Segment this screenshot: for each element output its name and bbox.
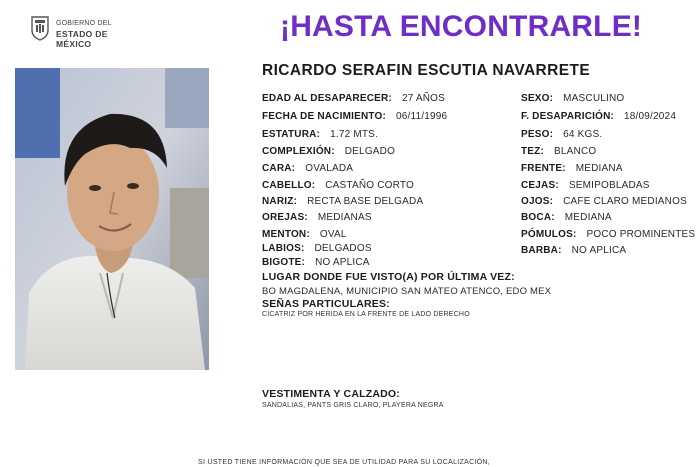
field-build [262,146,395,158]
field-value: OVAL [319,229,347,240]
field-label: CABELLO: [262,180,316,191]
field-label: FECHA DE NACIMIENTO: [262,111,386,122]
field-label: F. DESAPARICIÓN: [521,111,615,122]
field-mouth [521,212,612,224]
field-forehead [521,163,623,175]
field-value: SEMIPOBLADAS [568,180,650,191]
headline: ¡HASTA ENCONTRARLE! [280,10,643,43]
field-face [262,163,353,175]
field-label: LABIOS: [262,243,305,254]
field-birthdate [262,111,447,123]
field-value: NO APLICA [571,245,627,256]
clothing-value: SANDALIAS, PANTS GRIS CLARO, PLAYERA NEGRA [262,402,444,409]
field-label: FRENTE: [521,163,566,174]
field-value: MASCULINO [563,93,625,104]
field-value: DELGADO [344,146,396,157]
marks-value: CICATRIZ POR HERIDA EN LA FRENTE DE LADO DERECHO [262,311,470,318]
field-value: 1.72 MTS. [330,129,379,140]
field-value: CAFE CLARO MEDIANOS [563,196,687,207]
field-label: ESTATURA: [262,129,321,140]
field-ears [262,212,372,224]
field-mustache [262,257,370,269]
person-photo [15,68,209,370]
field-sex [521,93,624,105]
field-value: RECTA BASE DELGADA [307,196,424,207]
person-photo-image [15,68,209,370]
field-age [262,93,445,105]
field-label: CARA: [262,163,296,174]
field-cheekbones [521,229,695,241]
field-value: 06/11/1996 [396,111,448,122]
field-value: DELGADOS [314,243,372,254]
field-value: NO APLICA [315,257,370,268]
field-label: PESO: [521,129,554,140]
field-value: 18/09/2024 [624,111,677,122]
field-label: PÓMULOS: [521,229,577,240]
footer-text: SI USTED TIENE INFORMACIÓN QUE SEA DE UTILIDAD PARA SU LOCALIZACIÓN, [198,459,491,466]
field-label: SEXO: [521,93,554,104]
field-value: 27 AÑOS [401,93,446,104]
field-label: MENTON: [262,229,310,240]
field-value: MEDIANA [575,163,623,174]
field-disappearance-date [521,111,676,123]
field-nose [262,196,423,208]
field-label: CEJAS: [521,180,559,191]
government-logo [30,14,140,49]
field-label: BARBA: [521,245,562,256]
field-weight [521,129,602,141]
person-name: RICARDO SERAFIN ESCUTIA NAVARRETE [262,62,591,79]
field-label: NARIZ: [262,196,298,207]
field-label: BOCA: [521,212,555,223]
field-value: CASTAÑO CORTO [325,180,414,191]
field-hair [262,180,414,192]
gov-label-line1: GOBIERNO DEL [56,20,112,27]
field-value: BLANCO [554,146,597,157]
field-value: MEDIANAS [317,212,372,223]
last-seen-label: LUGAR DONDE FUE VISTO(A) POR ÚLTIMA VEZ: [262,271,515,283]
coat-of-arms-icon [30,15,50,41]
field-value: POCO PROMINENTES [586,229,696,240]
last-seen-value: BO MAGDALENA, MUNICIPIO SAN MATEO ATENCO, EDO MEX [262,286,552,297]
gov-label-line2: ESTADO DE MÉXICO [56,29,108,49]
field-label: BIGOTE: [262,257,306,268]
field-eyes [521,196,687,208]
field-chin [262,229,347,241]
field-value: OVALADA [305,163,354,174]
field-label: TEZ: [521,146,545,157]
field-value: MEDIANA [564,212,612,223]
field-height [262,129,378,141]
field-beard [521,245,626,257]
marks-label: SEÑAS PARTICULARES: [262,298,390,310]
field-eyebrows [521,180,650,192]
field-label: OJOS: [521,196,554,207]
field-label: OREJAS: [262,212,308,223]
field-complexion [521,146,596,158]
field-label: COMPLEXIÓN: [262,146,335,157]
clothing-label: VESTIMENTA Y CALZADO: [262,388,400,400]
field-label: EDAD AL DESAPARECER: [262,93,392,104]
field-lips [262,243,372,255]
field-value: 64 KGS. [563,129,603,140]
